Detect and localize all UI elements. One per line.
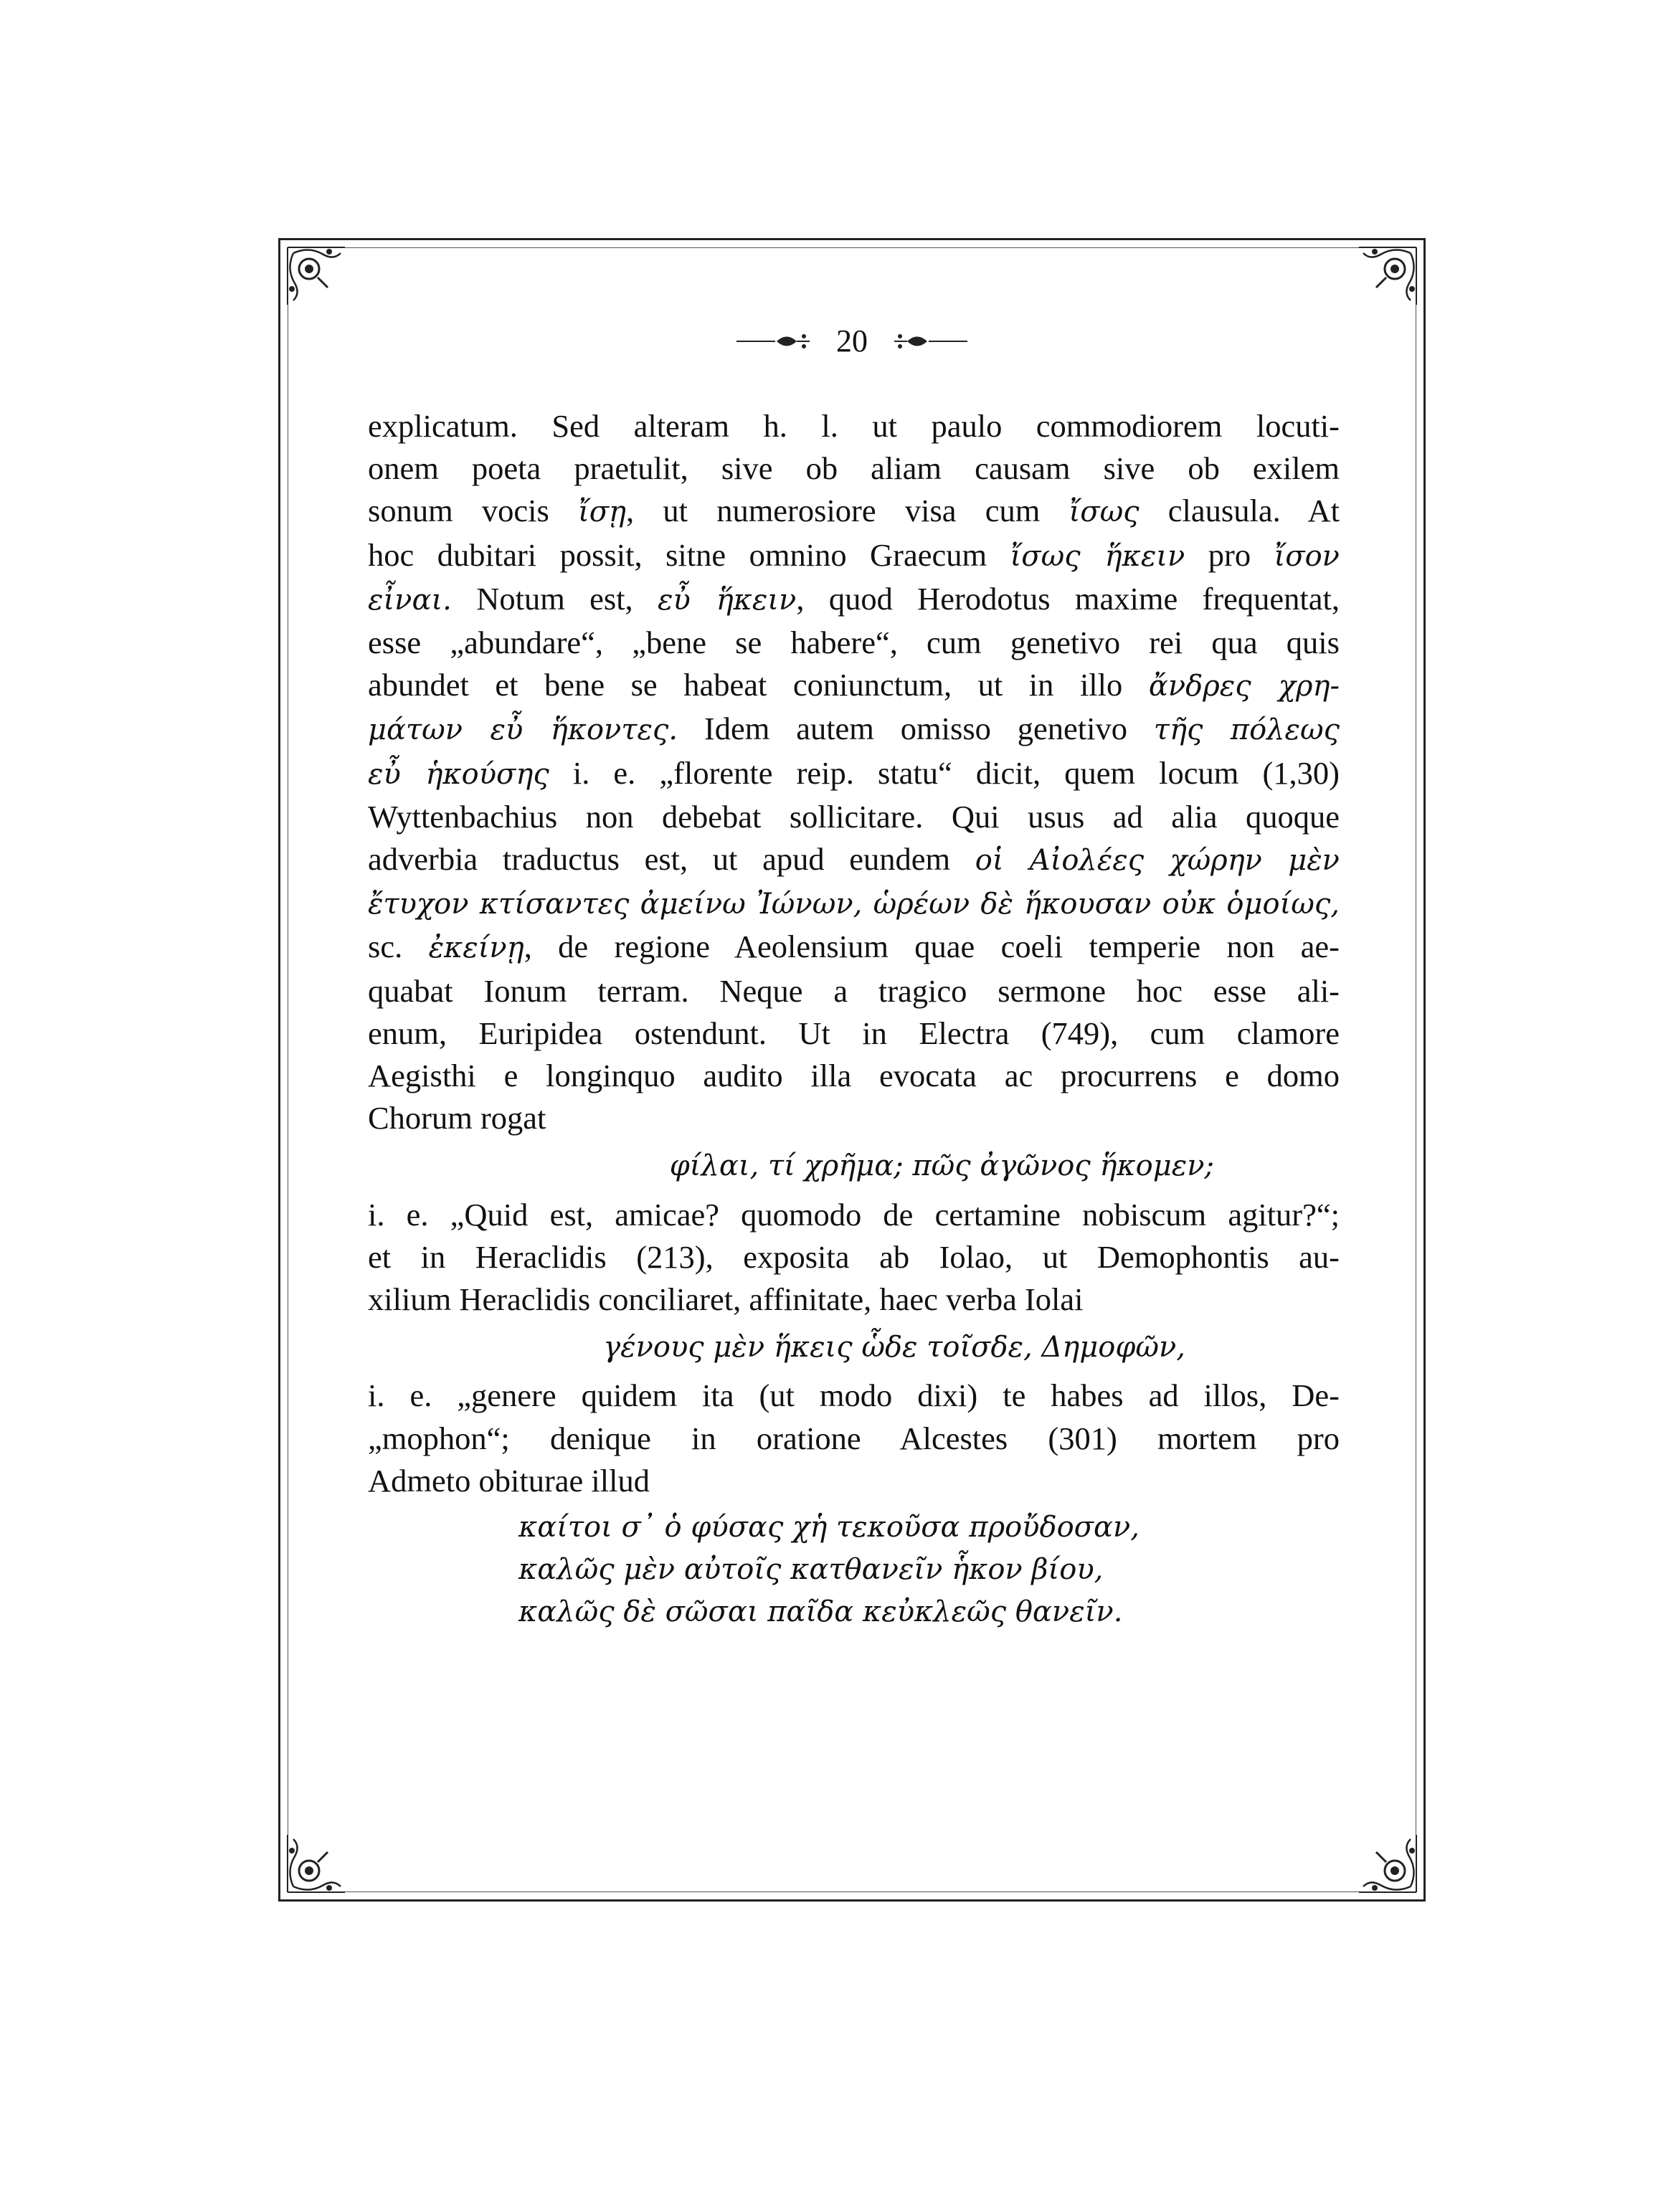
latin-text: , ut numerosiore visa cum — [626, 493, 1069, 529]
latin-text: Wyttenbachius non debebat sollicitare. Qui usus ad alia quoque — [368, 798, 1340, 835]
verse-line: καλῶς δὲ σῶσαι παῖδα κεὐκλεῶς θανεῖν. — [518, 1595, 1123, 1629]
greek-text: εὖ ἡκούσης — [368, 757, 549, 791]
greek-text: ἴσως — [1069, 495, 1140, 529]
text-line — [368, 405, 1340, 447]
greek-text: τῆς πόλεως — [1153, 713, 1340, 747]
latin-text: esse „abundare“, „bene se habere“, cum genetivo rei qua quis — [368, 625, 1340, 661]
latin-text: enum, Euripidea ostendunt. Ut in Electra (749), cum clamore — [368, 1015, 1340, 1051]
page-number: 20 — [836, 323, 868, 359]
latin-text: onem poeta praetulit, sive ob aliam causam sive ob exilem — [368, 450, 1340, 487]
text-line — [368, 838, 1340, 882]
text-line — [368, 1055, 1340, 1097]
latin-text: Aegisthi e longinquo audito illa evocata ac procurrens e domo — [368, 1058, 1340, 1094]
text-line — [368, 708, 1340, 751]
corner-ornament-icon — [283, 1831, 349, 1897]
greek-text: ἴσον — [1274, 539, 1340, 573]
latin-text: , de regione Aeolensium quae coeli temperie non ae- — [523, 929, 1340, 965]
greek-text: ἔτυχον κτίσαντες ἀμείνω Ἰώνων, ὡρέων δὲ ἥκουσαν οὐκ ὁμοίως, — [368, 888, 1340, 921]
latin-text: et in Heraclidis (213), exposita ab Iolao, ut Demophontis au- — [368, 1238, 1340, 1275]
latin-text: Notum est, — [451, 580, 658, 617]
text-line — [368, 1012, 1340, 1055]
latin-text: , quod Herodotus maxime frequentat, — [796, 580, 1340, 617]
header-flourish-left-icon — [734, 332, 812, 351]
text-line — [368, 1097, 1340, 1139]
latin-text: i. e. „genere quidem ita (ut modo dixi) te habes ad illos, De- — [368, 1377, 1340, 1414]
text-line — [368, 534, 1340, 578]
paragraph-main — [368, 405, 1340, 1139]
text-line — [368, 926, 1340, 969]
text-line — [368, 1460, 1340, 1502]
text-line — [368, 882, 1340, 926]
verse-alcestis — [368, 1506, 1340, 1634]
page-header — [280, 321, 1423, 359]
text-line — [368, 578, 1340, 622]
corner-ornament-icon — [1355, 243, 1421, 309]
latin-text: quabat Ionum terram. Neque a tragico sermone hoc esse ali- — [368, 972, 1340, 1009]
text-line — [368, 1278, 1340, 1321]
paragraph-alcestis — [368, 1375, 1340, 1502]
text-line — [368, 796, 1340, 838]
corner-ornament-icon — [283, 243, 349, 309]
text-line — [368, 1194, 1340, 1236]
latin-text: xilium Heraclidis conciliaret, affinitate, haec verba Iolai — [368, 1281, 1084, 1318]
greek-text: ἄνδρες χρη- — [1148, 670, 1340, 703]
latin-text: clausula. At — [1139, 493, 1340, 529]
header-flourish-right-icon — [891, 332, 970, 351]
latin-text: i. e. „florente reip. statu“ dicit, quem locum (1,30) — [549, 754, 1340, 791]
greek-text: ἐκείνῃ — [428, 931, 524, 965]
body-text — [368, 405, 1340, 1634]
page-frame — [278, 238, 1426, 1902]
paragraph-heraclidis — [368, 1194, 1340, 1321]
latin-text: hoc dubitari possit, sitne omnino Graecum — [368, 536, 1010, 573]
greek-text: εἶναι. — [368, 583, 452, 617]
verse-electra: φίλαι, τί χρῆμα; πῶς ἀγῶνος ἥκομεν; — [669, 1149, 1214, 1183]
latin-text: pro — [1185, 536, 1274, 573]
latin-text: sc. — [368, 929, 429, 965]
latin-text: Idem autem omisso genetivo — [678, 711, 1154, 747]
latin-text: „mophon“; denique in oratione Alcestes (301) mortem pro — [368, 1420, 1340, 1456]
verse-heraclidis: γένους μὲν ἥκεις ὧδε τοῖσδε, Δημοφῶν, — [603, 1331, 1185, 1364]
latin-text: adverbia traductus est, ut apud eundem — [368, 841, 975, 878]
greek-text: οἱ Αἰολέες χώρην μὲν — [975, 844, 1340, 878]
text-line — [368, 490, 1340, 533]
greek-text: εὖ ἥκειν — [658, 583, 797, 617]
text-line — [368, 622, 1340, 664]
latin-text: Chorum rogat — [368, 1100, 546, 1136]
latin-text: explicatum. Sed alteram h. l. ut paulo commodiorem locuti- — [368, 408, 1340, 444]
verse-line: καλῶς μὲν αὐτοῖς κατθανεῖν ἧκον βίου, — [518, 1553, 1104, 1587]
verse-line: καίτοι σ᾿ ὁ φύσας χἡ τεκοῦσα προὔδοσαν, — [518, 1511, 1140, 1544]
latin-text: Admeto obiturae illud — [368, 1462, 650, 1499]
text-line — [368, 1236, 1340, 1278]
text-line — [368, 1418, 1340, 1460]
text-line — [368, 664, 1340, 708]
text-line — [368, 970, 1340, 1012]
greek-text: ἴσως ἥκειν — [1010, 539, 1185, 573]
text-line — [368, 447, 1340, 490]
latin-text: sonum vocis — [368, 493, 579, 529]
greek-text: ἴσῃ — [578, 495, 627, 529]
greek-text: μάτων εὖ ἥκοντες. — [368, 713, 678, 747]
text-line — [368, 1375, 1340, 1417]
corner-ornament-icon — [1355, 1831, 1421, 1897]
latin-text: abundet et bene se habeat coniunctum, ut in illo — [368, 667, 1149, 703]
text-line — [368, 752, 1340, 796]
latin-text: i. e. „Quid est, amicae? quomodo de certamine nobiscum agitur?“; — [368, 1196, 1340, 1233]
